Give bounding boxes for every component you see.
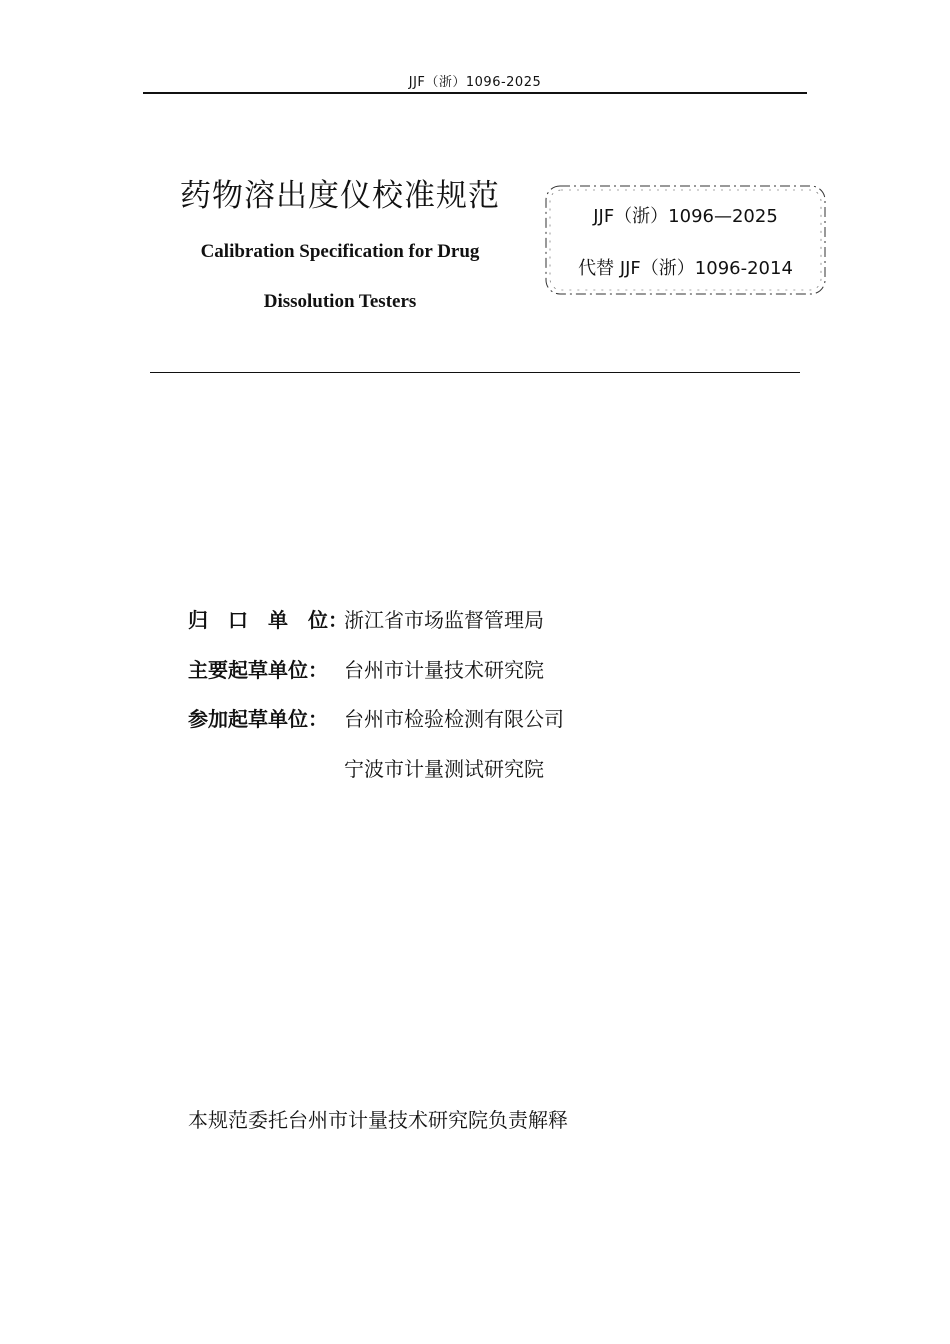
org-value: 宁波市计量测试研究院 [344, 757, 544, 781]
org-label: 归 口 单 位： [188, 608, 348, 632]
org-row-main-drafting [188, 656, 544, 684]
org-row-administering [188, 606, 544, 634]
standard-code-box [543, 183, 828, 297]
title-chinese: 药物溶出度仪校准规范 [180, 178, 500, 214]
section-divider [150, 372, 800, 373]
title-english-line-2: Dissolution Testers [263, 291, 417, 312]
org-label: 主要起草单位： [188, 658, 328, 682]
title-english [140, 227, 540, 327]
header-divider [143, 92, 807, 94]
standard-number: JJF（浙）1096—2025 [593, 206, 778, 227]
interpretation-note: 本规范委托台州市计量技术研究院负责解释 [188, 1108, 568, 1132]
org-row-participating-drafting [188, 705, 564, 733]
org-value: 台州市计量技术研究院 [344, 658, 544, 682]
title-english-line-1: Calibration Specification for Drug [200, 241, 480, 262]
org-value: 台州市检验检测有限公司 [344, 707, 564, 731]
header-standard-code: JJF（浙）1096-2025 [408, 75, 542, 90]
org-label: 参加起草单位： [188, 707, 328, 731]
org-value: 浙江省市场监督管理局 [344, 608, 544, 632]
org-row-participating-drafting-2 [188, 755, 544, 783]
replaces-standard: 代替 JJF（浙）1096-2014 [578, 258, 793, 279]
